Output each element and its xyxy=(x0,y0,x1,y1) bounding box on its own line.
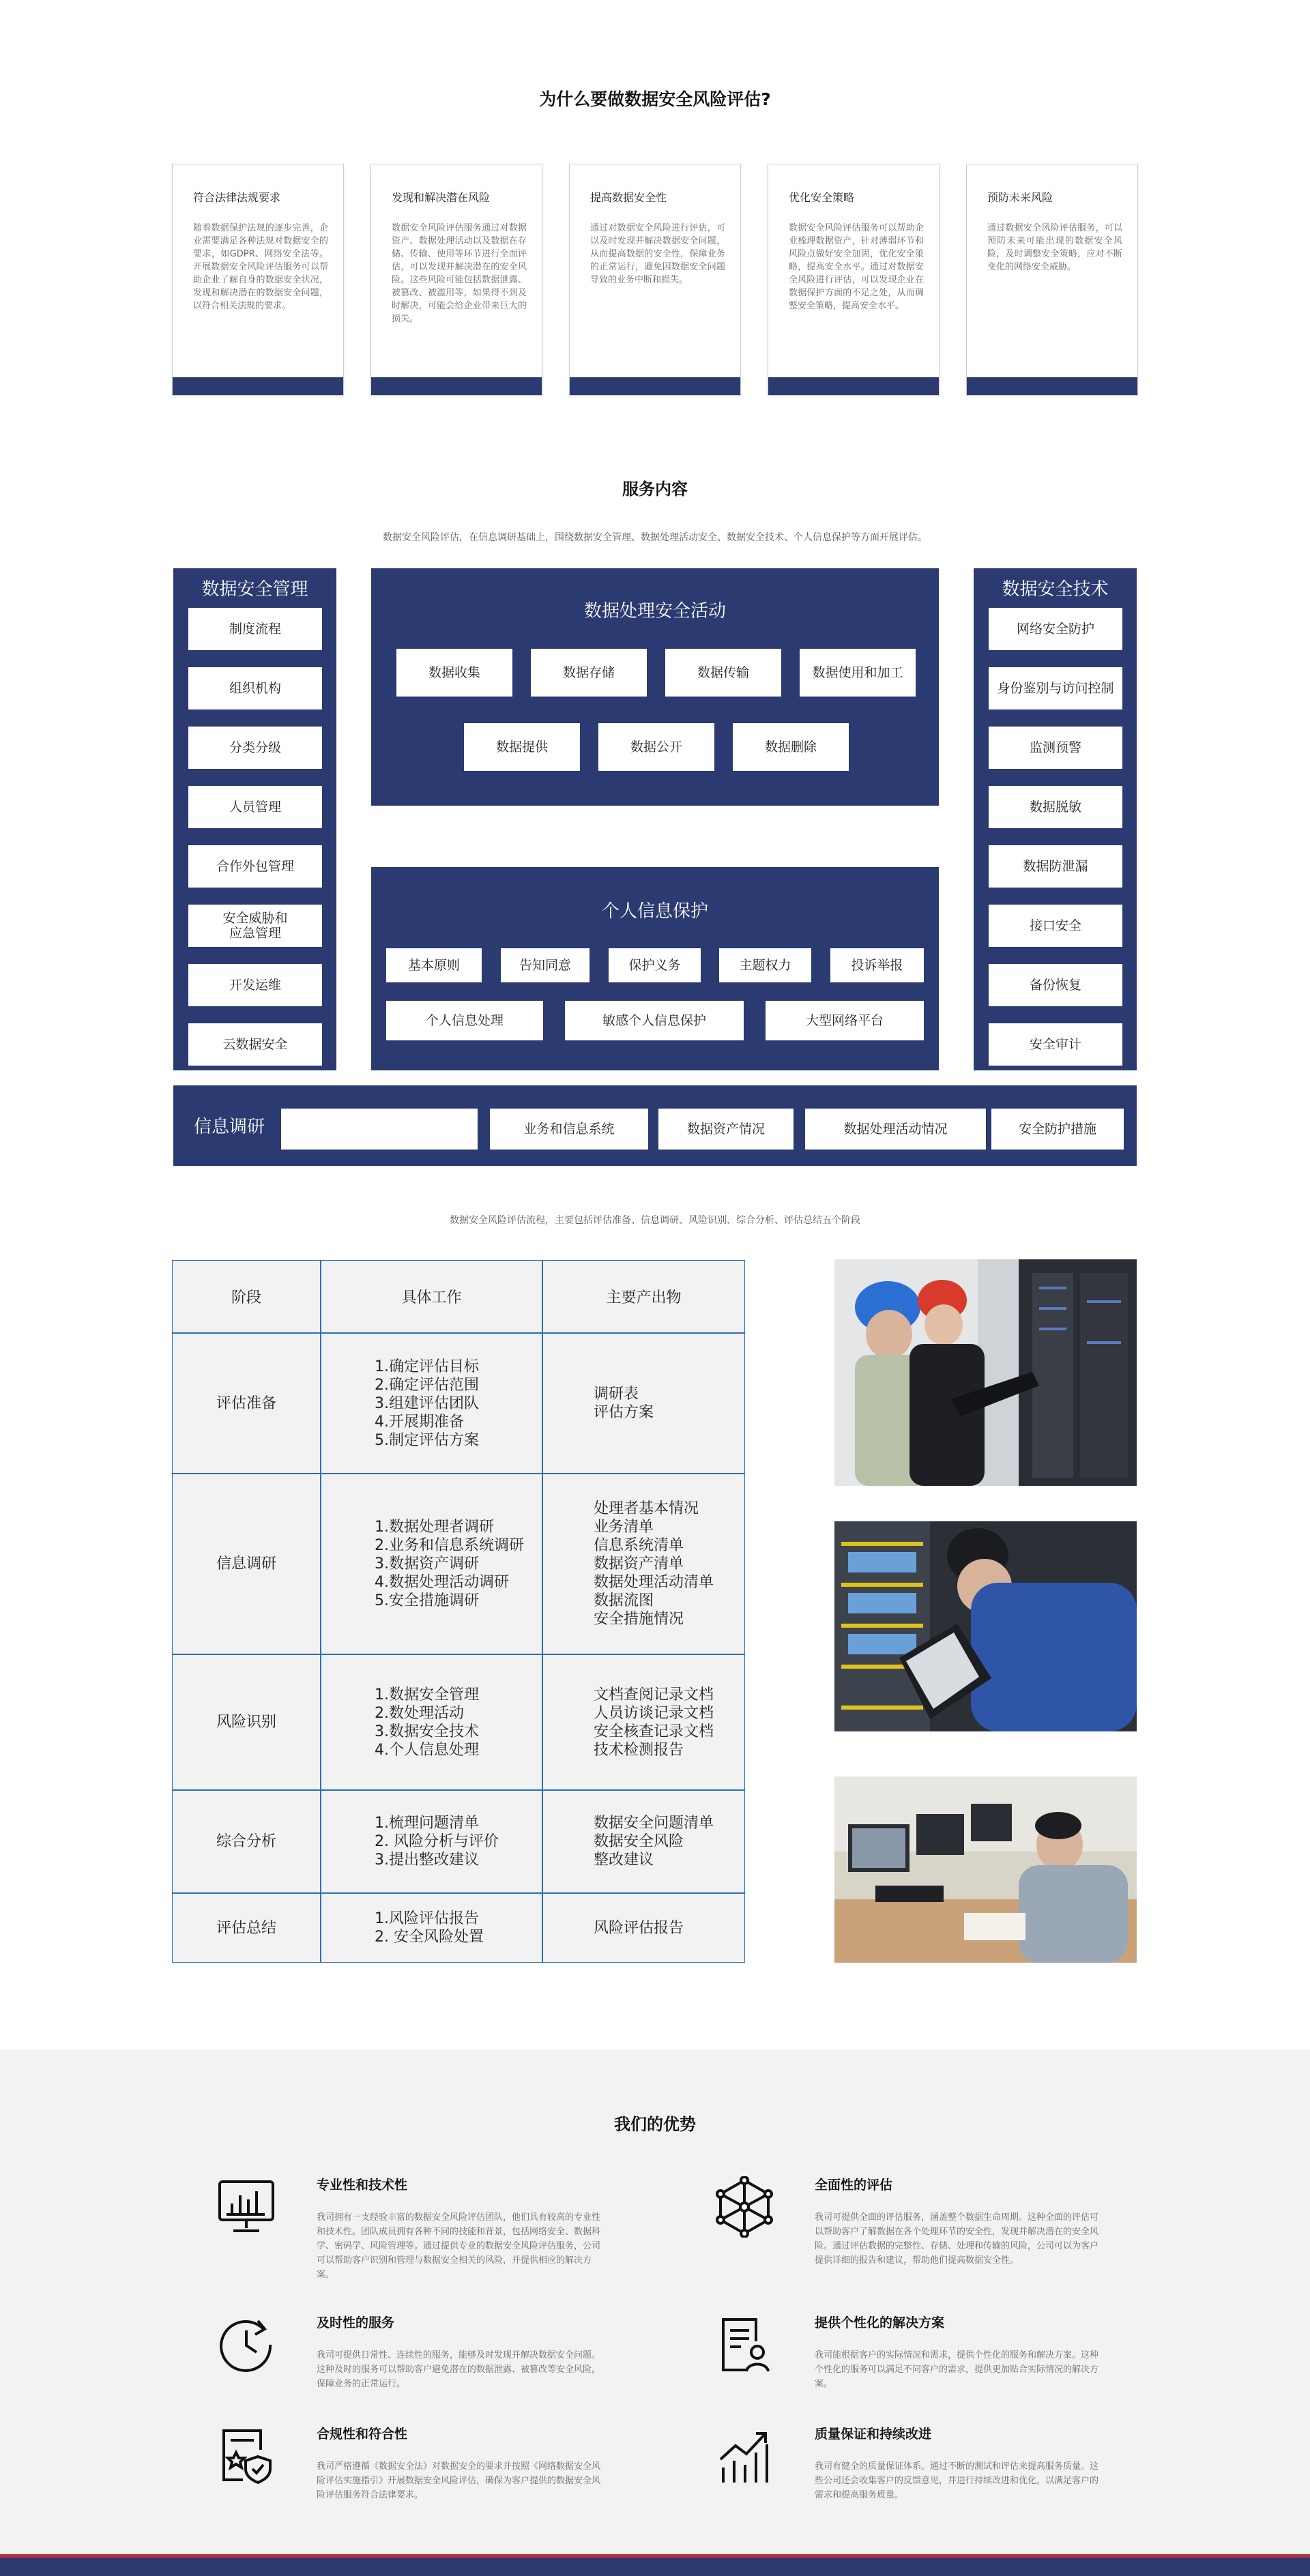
pi-item[interactable]: 基本原则 xyxy=(386,948,482,982)
why-card-title: 发现和解决潜在风险 xyxy=(392,191,491,204)
why-card-bar xyxy=(967,377,1137,395)
why-card-body: 通过对数据安全风险进行评估，可以及时发现并解决数据安全问题，从而提高数据的安全性，保障业务的正常运行，避免因数据安全问题导致的业务中断和损失。 xyxy=(590,223,725,285)
advantage-body: 我司有健全的质量保证体系。通过不断的测试和评估来提高服务质量。这些公司还会收集客户的反馈意见，并进行持续改进和优化，以满足客户的需求和提高服务质量。 xyxy=(815,2461,1099,2500)
output-text: 数据安全问题清单 数据安全风险 整改建议 xyxy=(594,1815,714,1869)
advantage-title: 全面性的评估 xyxy=(815,2178,893,2193)
work-cell xyxy=(321,1474,542,1654)
info-title: 信息调研 xyxy=(194,1117,265,1137)
mgmt-item[interactable]: 组织机构 xyxy=(188,667,322,709)
why-card xyxy=(172,164,344,396)
advantage-body: 我司拥有一支经验丰富的数据安全风险评估团队，他们具有较高的专业性和技术性。团队成员拥有各种不同的技能和背景，包括网络安全、数据科学、密码学、风险管理等。通过提供专业的数据安全风险评估服务，公司可以帮助客户识别和管理与数据安全相关的风险，并提供相应的解决方案。 xyxy=(317,2212,601,2280)
output-text: 调研表 评估方案 xyxy=(594,1386,654,1421)
why-title: 为什么要做数据安全风险评估? xyxy=(539,89,771,109)
why-card-bar xyxy=(173,377,343,395)
mgmt-item[interactable]: 人员管理 xyxy=(188,786,322,828)
advantage-title: 专业性和技术性 xyxy=(317,2178,408,2193)
mgmt-item[interactable]: 合作外包管理 xyxy=(188,845,322,888)
advantage-body: 我司严格遵循《数据安全法》对数据安全的要求并按照《网络数据安全风险评估实施指引》开展数据安全风险评估，确保为客户提供的数据安全风险评估服务符合法律要求。 xyxy=(317,2461,601,2500)
document-user-icon xyxy=(714,2314,775,2375)
why-card-body: 随着数据保护法规的逐步完善，企业需要满足各种法规对数据安全的要求，如GDPR、网络安全法等。开展数据安全风险评估服务可以帮助企业了解自身的数据安全状况，发现和解决潜在的数据安全问题，以符合相关法规的要求。 xyxy=(193,223,328,311)
pi-item[interactable]: 主题权力 xyxy=(719,948,811,982)
stage-label: 评估总结 xyxy=(216,1919,276,1937)
why-card xyxy=(370,164,542,396)
output-cell xyxy=(542,1790,745,1893)
tech-item[interactable]: 接口安全 xyxy=(989,905,1122,947)
output-text: 文档查阅记录文档 人员访谈记录文档 安全核查记录文档 技术检测报告 xyxy=(594,1686,714,1759)
mgmt-item[interactable]: 云数据安全 xyxy=(188,1023,322,1066)
output-cell xyxy=(542,1654,745,1790)
stage-label: 信息调研 xyxy=(216,1555,276,1572)
process-table xyxy=(172,1260,745,1963)
advantage-title: 质量保证和持续改进 xyxy=(815,2427,932,2442)
info-item[interactable]: 数据资产情况 xyxy=(658,1109,794,1150)
stage-label: 综合分析 xyxy=(216,1833,276,1850)
mgmt-item[interactable]: 分类分级 xyxy=(188,727,322,769)
table-header: 主要产出物 xyxy=(542,1260,745,1333)
proc-item[interactable]: 数据公开 xyxy=(598,723,714,771)
why-card-bar xyxy=(570,377,740,395)
growth-chart-icon xyxy=(714,2425,775,2487)
tech-panel xyxy=(974,568,1137,1070)
output-text: 风险评估报告 xyxy=(594,1919,684,1937)
work-cell xyxy=(321,1333,542,1474)
why-card-title: 预防未来风险 xyxy=(987,191,1053,204)
why-card-body: 通过数据安全风险评估服务，可以预防未来可能出现的数据安全风险，及时调整安全策略，应对不断变化的网络安全威胁。 xyxy=(987,223,1122,272)
why-card xyxy=(966,164,1138,396)
work-cell xyxy=(321,1893,542,1963)
work-cell xyxy=(321,1790,542,1893)
stage-cell xyxy=(172,1333,321,1474)
work-text: 1.数据处理者调研 2.业务和信息系统调研 3.数据资产调研 4.数据处理活动调研 5.安全措施调研 xyxy=(375,1519,524,1609)
certificate-shield-icon xyxy=(216,2425,277,2487)
proc-panel xyxy=(371,568,939,806)
work-text: 1.风险评估报告 2. 安全风险处置 xyxy=(375,1910,484,1946)
pi-item[interactable]: 个人信息处理 xyxy=(386,1001,543,1040)
mgmt-panel xyxy=(173,568,336,1070)
tech-item[interactable]: 备份恢复 xyxy=(989,964,1122,1006)
tech-item[interactable]: 身份鉴别与访问控制 xyxy=(989,667,1122,709)
advantage-title: 合规性和符合性 xyxy=(317,2427,408,2442)
monitor-chart-icon xyxy=(216,2176,277,2238)
work-text: 1.梳理问题清单 2. 风险分析与评价 3.提出整改建议 xyxy=(375,1815,499,1869)
work-text: 1.确定评估目标 2.确定评估范围 3.组建评估团队 4.开展期准备 5.制定评估方案 xyxy=(375,1358,479,1449)
why-card-bar xyxy=(371,377,542,395)
stage-cell xyxy=(172,1654,321,1790)
engineers-helmets-photo xyxy=(834,1259,1137,1486)
proc-item[interactable]: 数据提供 xyxy=(464,723,580,771)
tech-title: 数据安全技术 xyxy=(1002,579,1109,600)
proc-item[interactable]: 数据使用和加工 xyxy=(800,649,916,697)
pi-item[interactable]: 保护义务 xyxy=(609,948,701,982)
pi-item[interactable]: 大型网络平台 xyxy=(766,1001,924,1040)
info-panel xyxy=(173,1085,1137,1166)
stage-cell xyxy=(172,1790,321,1893)
tech-item[interactable]: 网络安全防护 xyxy=(989,608,1122,650)
why-card-title: 符合法律法规要求 xyxy=(193,191,281,204)
mgmt-item[interactable]: 制度流程 xyxy=(188,608,322,650)
tech-item[interactable]: 数据脱敏 xyxy=(989,786,1122,828)
advantage-title: 提供个性化的解决方案 xyxy=(815,2315,945,2330)
stage-cell xyxy=(172,1474,321,1654)
why-card-body: 数据安全风险评估服务通过对数据资产、数据处理活动以及数据在存储、传输、使用等环节进行全面评估，可以发现并解决潜在的安全风险。这些风险可能包括数据泄露、被篡改、被滥用等，如果得不到及时解决，可能会给企业带来巨大的损失。 xyxy=(392,223,527,324)
why-card-title: 优化安全策略 xyxy=(789,191,855,204)
pi-item[interactable]: 敏感个人信息保护 xyxy=(565,1001,744,1040)
footer-accent-line xyxy=(0,2554,1310,2558)
tech-item[interactable]: 安全审计 xyxy=(989,1023,1122,1066)
mgmt-item[interactable]: 开发运维 xyxy=(188,964,322,1006)
tech-item[interactable]: 数据防泄漏 xyxy=(989,845,1122,888)
output-cell xyxy=(542,1333,745,1474)
info-item[interactable]: 安全防护措施 xyxy=(991,1109,1124,1150)
services-title: 服务内容 xyxy=(622,480,688,499)
table-header: 阶段 xyxy=(172,1260,321,1333)
engineer-monitors-photo xyxy=(834,1776,1137,1963)
stage-label: 评估准备 xyxy=(216,1394,276,1412)
services-subtitle: 数据安全风险评估，在信息调研基础上，围绕数据安全管理、数据处理活动安全、数据安全技术、个人信息保护等方面开展评估。 xyxy=(383,532,927,543)
advantage-body: 我司可提供日常性、连续性的服务，能够及时发现并解决数据安全问题。这种及时的服务可以帮助客户避免潜在的数据泄露、被篡改等安全风险，保障业务的正常运行。 xyxy=(317,2350,601,2389)
stage-label: 风险识别 xyxy=(216,1714,276,1731)
pi-title: 个人信息保护 xyxy=(601,901,708,922)
advantage-title: 及时性的服务 xyxy=(317,2315,395,2330)
network-hex-icon xyxy=(714,2176,775,2238)
why-card-title: 提高数据安全性 xyxy=(590,191,667,204)
proc-item[interactable]: 数据收集 xyxy=(396,649,512,697)
info-item[interactable]: 数据处理活动情况 xyxy=(805,1109,986,1150)
work-cell xyxy=(321,1654,542,1790)
info-item[interactable]: 业务和信息系统 xyxy=(490,1109,648,1150)
table-header: 具体工作 xyxy=(321,1260,542,1333)
mgmt-title: 数据安全管理 xyxy=(201,579,308,600)
pi-panel xyxy=(371,867,939,1070)
why-card xyxy=(768,164,940,396)
info-item[interactable] xyxy=(281,1109,478,1150)
why-card-body: 数据安全风险评估服务可以帮助企业梳理数据资产，针对薄弱环节和风险点做好安全加固，优化安全策略，提高安全水平。通过对数据安全风险进行评估，可以发现企业在数据保护方面的不足之处，从而调整安全策略，提高安全水平。 xyxy=(789,223,924,311)
mgmt-item[interactable]: 安全威胁和 应急管理 xyxy=(188,905,322,947)
tech-item[interactable]: 监测预警 xyxy=(989,727,1122,769)
engineer-laptop-photo xyxy=(834,1521,1137,1731)
why-card-bar xyxy=(768,377,939,395)
stage-cell xyxy=(172,1893,321,1963)
pi-item[interactable]: 投诉举报 xyxy=(830,948,924,982)
proc-item[interactable]: 数据删除 xyxy=(733,723,849,771)
clock-icon xyxy=(216,2314,277,2375)
pi-item[interactable]: 告知同意 xyxy=(501,948,590,982)
advantage-body: 我司可提供全面的评估服务，涵盖整个数据生命周期。这种全面的评估可以帮助客户了解数据在各个处理环节的安全性，发现并解决潜在的安全风险。通过评估数据的完整性、存储、处理和传输的风险，公司可以为客户提供详细的报告和建议，帮助他们提高数据安全性。 xyxy=(815,2212,1099,2266)
proc-title: 数据处理安全活动 xyxy=(583,601,726,621)
why-card xyxy=(569,164,741,396)
proc-item[interactable]: 数据存储 xyxy=(531,649,647,697)
output-cell xyxy=(542,1893,745,1963)
process-caption: 数据安全风险评估流程，主要包括评估准备、信息调研、风险识别、综合分析、评估总结五个阶段 xyxy=(450,1215,860,1226)
advantage-body: 我司能根据客户的实际情况和需求，提供个性化的服务和解决方案。这种个性化的服务可以满足不同客户的需求，提供更加贴合实际情况的解决方案。 xyxy=(815,2350,1099,2389)
proc-item[interactable]: 数据传输 xyxy=(665,649,781,697)
work-text: 1.数据安全管理 2.数处理活动 3.数据安全技术 4.个人信息处理 xyxy=(375,1686,479,1759)
output-cell xyxy=(542,1474,745,1654)
advantages-title: 我们的优势 xyxy=(614,2115,696,2134)
output-text: 处理者基本情况 业务清单 信息系统清单 数据资产清单 数据处理活动清单 数据流图 安全措施情况 xyxy=(594,1500,714,1628)
